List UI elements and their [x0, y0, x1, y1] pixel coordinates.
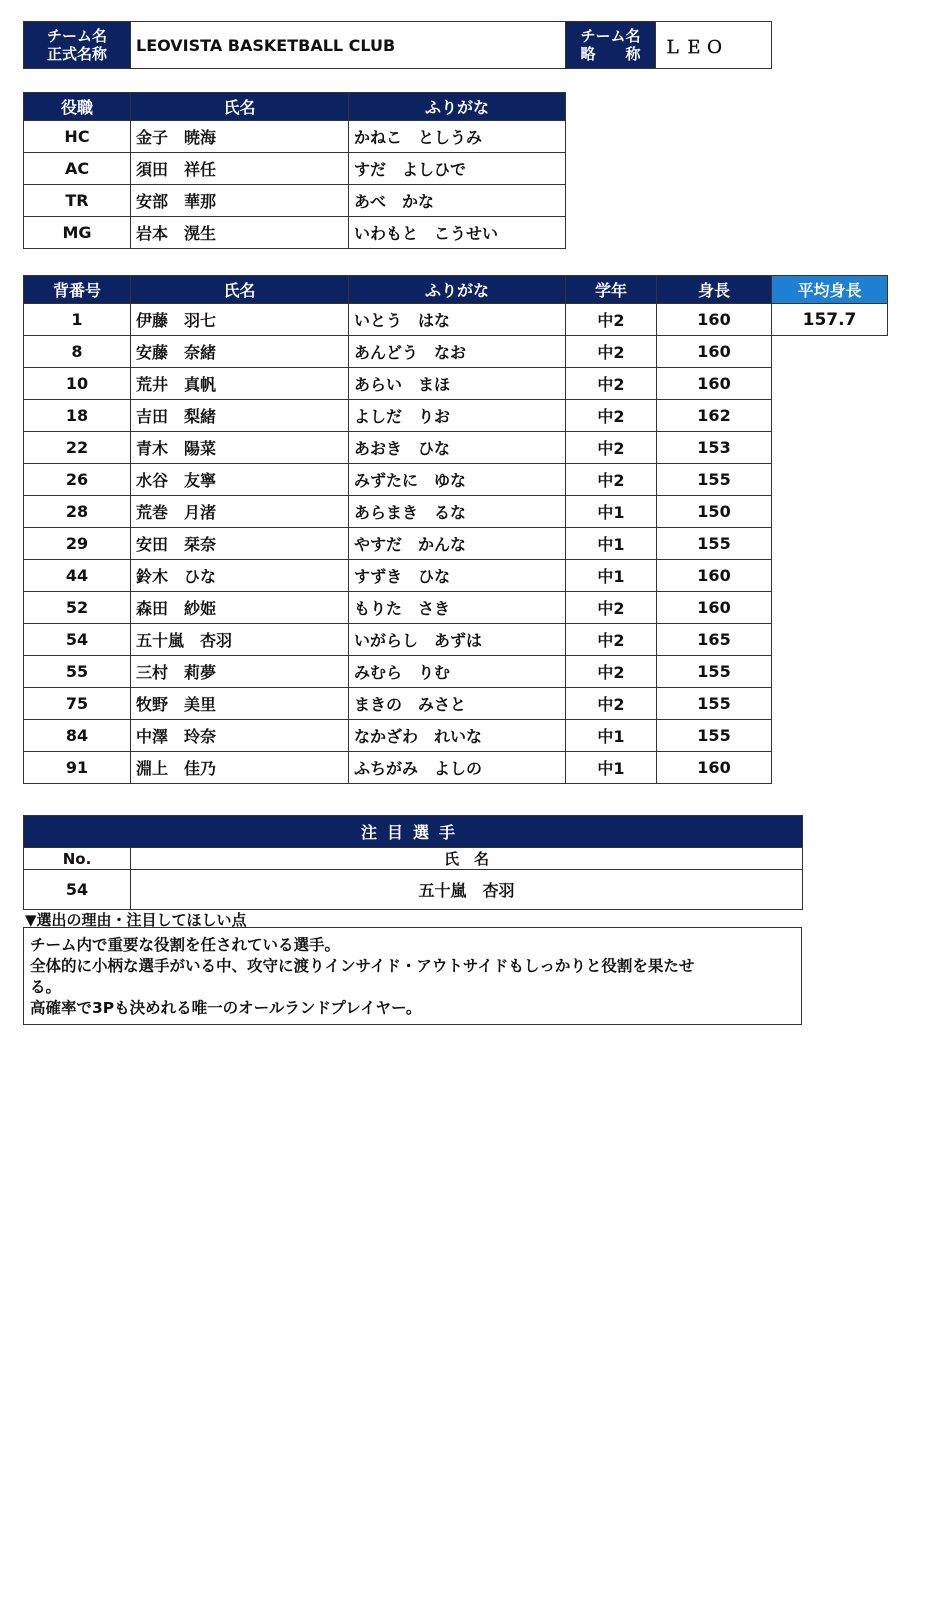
- player-grade: 中2: [566, 400, 657, 432]
- player-grade: 中1: [566, 720, 657, 752]
- featured-value-row: [24, 870, 803, 910]
- player-kana: あらい まほ: [349, 368, 566, 400]
- reason-line: チーム内で重要な役割を任されている選手。: [30, 936, 341, 954]
- player-height: 160: [657, 752, 772, 784]
- player-kana: すずき ひな: [349, 560, 566, 592]
- official-label-line2: 正式名称: [46, 45, 107, 63]
- abbr-label-line1: チーム名: [580, 27, 641, 45]
- staff-kana: いわもと こうせい: [349, 217, 566, 249]
- reason-label: ▼選出の理由・注目してほしい点: [25, 911, 247, 929]
- player-grade: 中2: [566, 368, 657, 400]
- empty-cell: [772, 368, 888, 400]
- featured-name: 五十嵐 杏羽: [131, 870, 803, 910]
- player-row: [24, 624, 888, 656]
- player-name: 森田 紗姫: [131, 592, 349, 624]
- player-grade: 中2: [566, 688, 657, 720]
- player-name: 牧野 美里: [131, 688, 349, 720]
- staff-header-row: [24, 93, 566, 121]
- player-name: 伊藤 羽七: [131, 304, 349, 336]
- player-kana: みずたに ゆな: [349, 464, 566, 496]
- empty-cell: [772, 432, 888, 464]
- staff-name: 金子 暁海: [131, 121, 349, 153]
- player-name: 青木 陽菜: [131, 432, 349, 464]
- player-height: 155: [657, 528, 772, 560]
- player-number: 10: [24, 368, 131, 400]
- abbr-label-line2: 略 称: [580, 45, 641, 63]
- player-number: 52: [24, 592, 131, 624]
- player-kana: いがらし あずは: [349, 624, 566, 656]
- staff-kana: かねこ としうみ: [349, 121, 566, 153]
- player-row: [24, 464, 888, 496]
- staff-row: [24, 185, 566, 217]
- player-name: 三村 莉夢: [131, 656, 349, 688]
- player-height: 155: [657, 720, 772, 752]
- player-height: 150: [657, 496, 772, 528]
- reason-line: 高確率で3Pも決めれる唯一のオールランドプレイヤー。: [30, 999, 422, 1017]
- player-height: 160: [657, 304, 772, 336]
- players-header-height: 身長: [657, 276, 772, 304]
- empty-cell: [772, 464, 888, 496]
- empty-cell: [772, 688, 888, 720]
- player-kana: もりた さき: [349, 592, 566, 624]
- player-grade: 中2: [566, 432, 657, 464]
- featured-header-row: [24, 848, 803, 870]
- staff-header-kana: ふりがな: [349, 93, 566, 121]
- player-row: [24, 720, 888, 752]
- player-kana: あおき ひな: [349, 432, 566, 464]
- empty-cell: [772, 528, 888, 560]
- reason-line: る。: [30, 978, 62, 996]
- players-header-number: 背番号: [24, 276, 131, 304]
- empty-cell: [772, 560, 888, 592]
- empty-cell: [772, 624, 888, 656]
- empty-cell: [772, 496, 888, 528]
- staff-header-role: 役職: [24, 93, 131, 121]
- staff-role: MG: [24, 217, 131, 249]
- player-kana: いとう はな: [349, 304, 566, 336]
- player-grade: 中1: [566, 560, 657, 592]
- players-header-grade: 学年: [566, 276, 657, 304]
- players-header-row: [24, 276, 888, 304]
- staff-kana: あべ かな: [349, 185, 566, 217]
- empty-cell: [772, 656, 888, 688]
- player-number: 91: [24, 752, 131, 784]
- team-name-table: [23, 21, 772, 69]
- featured-title: 注目選手: [24, 816, 803, 848]
- abbr-name-label: [566, 22, 656, 69]
- staff-header-name: 氏名: [131, 93, 349, 121]
- featured-no-label: No.: [24, 848, 131, 870]
- player-height: 160: [657, 368, 772, 400]
- player-name: 荒井 真帆: [131, 368, 349, 400]
- player-name: 安藤 奈緒: [131, 336, 349, 368]
- player-height: 160: [657, 560, 772, 592]
- player-name: 安田 栞奈: [131, 528, 349, 560]
- player-kana: よしだ りお: [349, 400, 566, 432]
- player-height: 160: [657, 336, 772, 368]
- player-name: 水谷 友寧: [131, 464, 349, 496]
- players-header-kana: ふりがな: [349, 276, 566, 304]
- player-row: [24, 656, 888, 688]
- reason-line: 全体的に小柄な選手がいる中、攻守に渡りインサイド・アウトサイドもしっかりと役割を果たせ: [30, 957, 695, 975]
- player-height: 162: [657, 400, 772, 432]
- player-kana: やすだ かんな: [349, 528, 566, 560]
- staff-row: [24, 121, 566, 153]
- player-number: 22: [24, 432, 131, 464]
- staff-kana: すだ よしひで: [349, 153, 566, 185]
- player-height: 155: [657, 688, 772, 720]
- staff-row: [24, 217, 566, 249]
- player-grade: 中1: [566, 496, 657, 528]
- empty-cell: [772, 592, 888, 624]
- players-header-average-height: 平均身長: [772, 276, 888, 304]
- player-kana: あらまき るな: [349, 496, 566, 528]
- official-label-line1: チーム名: [46, 27, 107, 45]
- player-kana: なかざわ れいな: [349, 720, 566, 752]
- staff-role: AC: [24, 153, 131, 185]
- player-row: [24, 336, 888, 368]
- team-name-row: [24, 22, 772, 69]
- staff-row: [24, 153, 566, 185]
- staff-role: TR: [24, 185, 131, 217]
- player-grade: 中2: [566, 656, 657, 688]
- staff-name: 安部 華那: [131, 185, 349, 217]
- player-number: 8: [24, 336, 131, 368]
- player-name: 五十嵐 杏羽: [131, 624, 349, 656]
- featured-title-row: [24, 816, 803, 848]
- player-row: [24, 592, 888, 624]
- player-kana: みむら りむ: [349, 656, 566, 688]
- player-number: 29: [24, 528, 131, 560]
- player-row: [24, 688, 888, 720]
- player-row: [24, 496, 888, 528]
- player-height: 160: [657, 592, 772, 624]
- player-grade: 中1: [566, 752, 657, 784]
- player-number: 54: [24, 624, 131, 656]
- staff-name: 岩本 滉生: [131, 217, 349, 249]
- player-number: 75: [24, 688, 131, 720]
- player-height: 155: [657, 464, 772, 496]
- empty-cell: [772, 720, 888, 752]
- player-height: 155: [657, 656, 772, 688]
- player-row: [24, 528, 888, 560]
- player-name: 中澤 玲奈: [131, 720, 349, 752]
- player-name: 荒巻 月渚: [131, 496, 349, 528]
- staff-table: [23, 92, 566, 249]
- average-height-value: 157.7: [772, 304, 888, 336]
- player-number: 55: [24, 656, 131, 688]
- player-height: 153: [657, 432, 772, 464]
- player-row: [24, 432, 888, 464]
- featured-number: 54: [24, 870, 131, 910]
- player-row: [24, 752, 888, 784]
- player-grade: 中2: [566, 304, 657, 336]
- featured-player-table: [23, 815, 803, 910]
- player-row: [24, 400, 888, 432]
- player-grade: 中2: [566, 624, 657, 656]
- player-kana: あんどう なお: [349, 336, 566, 368]
- player-grade: 中1: [566, 528, 657, 560]
- player-row: [24, 560, 888, 592]
- player-number: 26: [24, 464, 131, 496]
- empty-cell: [772, 400, 888, 432]
- player-number: 28: [24, 496, 131, 528]
- official-name-label: [24, 22, 131, 69]
- player-grade: 中2: [566, 464, 657, 496]
- empty-cell: [772, 752, 888, 784]
- players-table: [23, 275, 888, 784]
- abbr-name-value: ＬＥＯ: [656, 22, 772, 69]
- empty-cell: [772, 336, 888, 368]
- player-height: 165: [657, 624, 772, 656]
- player-kana: ふちがみ よしの: [349, 752, 566, 784]
- staff-name: 須田 祥任: [131, 153, 349, 185]
- player-grade: 中2: [566, 336, 657, 368]
- player-number: 1: [24, 304, 131, 336]
- player-number: 44: [24, 560, 131, 592]
- player-row: [24, 368, 888, 400]
- player-name: 鈴木 ひな: [131, 560, 349, 592]
- staff-role: HC: [24, 121, 131, 153]
- player-number: 18: [24, 400, 131, 432]
- player-name: 吉田 梨緒: [131, 400, 349, 432]
- official-name-value: LEOVISTA BASKETBALL CLUB: [131, 22, 566, 69]
- reason-box: [23, 927, 802, 1025]
- player-row: [24, 304, 888, 336]
- player-kana: まきの みさと: [349, 688, 566, 720]
- featured-name-label: 氏 名: [131, 848, 803, 870]
- player-number: 84: [24, 720, 131, 752]
- players-header-name: 氏名: [131, 276, 349, 304]
- player-grade: 中2: [566, 592, 657, 624]
- player-name: 淵上 佳乃: [131, 752, 349, 784]
